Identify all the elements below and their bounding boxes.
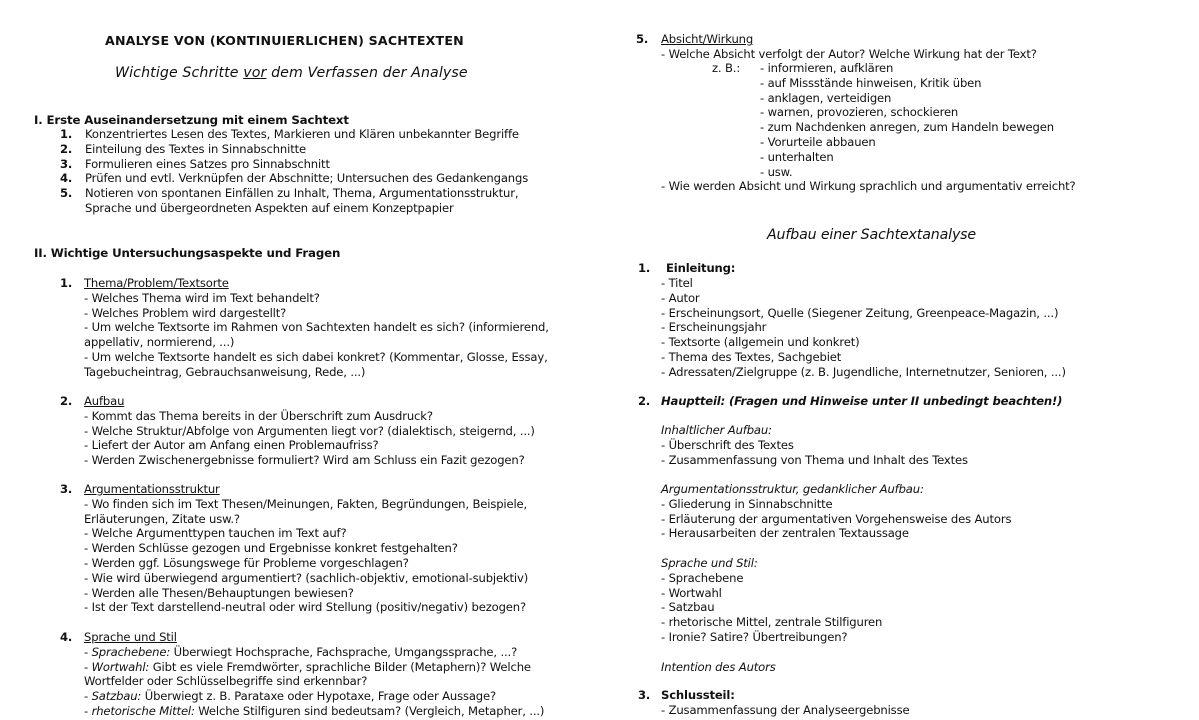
question-line: - Welches Problem wird dargestellt? xyxy=(84,305,287,320)
line-term: Sprachebene: xyxy=(91,644,171,659)
question-line: - Wie wird überwiegend argumentiert? (sachlich-objektiv, emotional-subjektiv) xyxy=(84,570,529,585)
list-item xyxy=(60,142,528,157)
subsection-title: Sprache und Stil xyxy=(84,630,177,644)
list-text: Einteilung des Textes in Sinnabschnitte xyxy=(85,141,306,156)
example-item: - anklagen, verteidigen xyxy=(760,90,892,105)
question-line: - Welches Thema wird im Text behandelt? xyxy=(84,290,320,305)
group-heading: Argumentationsstruktur, gedanklicher Aufbau: xyxy=(661,482,924,496)
subsection-number: 1. xyxy=(60,276,73,290)
part-number: 3. xyxy=(638,688,651,702)
list-item: - Textsorte (allgemein und konkret) xyxy=(661,335,860,350)
line-term: rhetorische Mittel: xyxy=(91,703,195,718)
list-item: - Adressaten/Zielgruppe (z. B. Jugendliche, Internetnutzer, Senioren, ...) xyxy=(661,364,1066,379)
list-item xyxy=(60,171,528,186)
question-line: appellativ, normierend, ...) xyxy=(84,335,235,350)
subtitle-part: Wichtige Schritte xyxy=(115,65,244,81)
question-line: - Liefert der Autor am Anfang einen Problemaufriss? xyxy=(84,438,379,453)
question-line xyxy=(84,704,544,719)
subtitle-underlined-word: vor xyxy=(243,65,267,81)
question-line xyxy=(84,689,544,704)
list-item: - Gliederung in Sinnabschnitte xyxy=(661,496,833,511)
list-item xyxy=(60,186,528,201)
part-schluss-list xyxy=(661,703,909,718)
list-item: - Zusammenfassung der Analyseergebnisse xyxy=(661,703,910,717)
hauptteil-group-sprache xyxy=(661,556,882,645)
list-item: - Herausarbeiten der zentralen Textaussage xyxy=(661,526,909,541)
list-item: - Titel xyxy=(661,276,693,290)
question-line: - Welche Absicht verfolgt der Autor? Welche Wirkung hat der Text? xyxy=(661,46,1037,61)
question-line: - Werden Zwischenergebnisse formuliert? Wird am Schluss ein Fazit gezogen? xyxy=(84,453,525,468)
list-text: Notieren von spontanen Einfällen zu Inhalt, Thema, Argumentationsstruktur, xyxy=(85,186,519,201)
example-item: - warnen, provozieren, schockieren xyxy=(760,105,959,120)
subsection-thema xyxy=(84,276,549,380)
subsection-number: 3. xyxy=(60,482,73,496)
document-subtitle xyxy=(115,66,468,81)
example-label: z. B.: xyxy=(712,61,741,75)
question-line xyxy=(84,645,544,660)
subsection-title: Argumentationsstruktur xyxy=(84,482,220,496)
subsection-title: Aufbau xyxy=(84,394,125,408)
question-line xyxy=(84,674,544,689)
example-list xyxy=(760,61,1054,179)
line-rest: Überwiegt Hochsprache, Fachsprache, Umgangssprache, ...? xyxy=(170,644,518,659)
group-heading: Inhaltlicher Aufbau: xyxy=(661,423,772,437)
subtitle-part: dem Verfassen der Analyse xyxy=(266,65,468,81)
section-2-heading: II. Wichtige Untersuchungsaspekte und Fragen xyxy=(34,246,341,260)
list-item: - Thema des Textes, Sachgebiet xyxy=(661,349,842,364)
subsection-sprache xyxy=(84,630,544,719)
line-lead: - xyxy=(84,703,92,718)
list-number: 4. xyxy=(60,171,73,186)
list-text: Prüfen und evtl. Verknüpfen der Abschnitte; Untersuchen des Gedankengangs xyxy=(85,171,529,186)
part-number: 1. xyxy=(638,261,651,275)
list-item xyxy=(60,127,528,142)
list-number: 1. xyxy=(60,127,73,141)
hauptteil-group-inhalt xyxy=(661,423,968,467)
question-line: - Ist der Text darstellend-neutral oder wird Stellung (positiv/negativ) bezogen? xyxy=(84,600,526,615)
part-number: 2. xyxy=(638,394,651,408)
part-einleitung-list xyxy=(661,276,1066,380)
list-number: 3. xyxy=(60,156,73,171)
list-item: - Überschrift des Textes xyxy=(661,437,794,452)
line-lead: - xyxy=(84,689,92,704)
part-title: Hauptteil: (Fragen und Hinweise unter II unbedingt beachten!) xyxy=(661,394,1063,408)
example-item: - Vorurteile abbauen xyxy=(760,134,876,149)
part-title: Einleitung: xyxy=(666,261,736,275)
example-item: - usw. xyxy=(760,164,793,179)
list-item xyxy=(60,157,528,172)
hauptteil-group-argumentation xyxy=(661,482,1011,541)
question-line xyxy=(84,660,544,675)
subsection-argumentation xyxy=(84,482,528,615)
question-line: - Wie werden Absicht und Wirkung sprachlich und argumentativ erreicht? xyxy=(661,179,1076,193)
list-text: Konzentriertes Lesen des Textes, Markieren und Klären unbekannter Begriffe xyxy=(85,127,519,141)
example-item: - unterhalten xyxy=(760,149,834,164)
list-item: - Wortwahl xyxy=(661,585,722,600)
line-rest: Gibt es viele Fremdwörter, sprachliche Bilder (Metaphern)? Welche xyxy=(149,659,531,674)
section-1-list xyxy=(60,127,528,216)
line-lead: - xyxy=(84,659,92,674)
list-item: - Erscheinungsort, Quelle (Siegener Zeitung, Greenpeace-Magazin, ...) xyxy=(661,305,1059,320)
question-line: - Wo finden sich im Text Thesen/Meinungen, Fakten, Begründungen, Beispiele, xyxy=(84,496,528,511)
question-line: - Kommt das Thema bereits in der Überschrift zum Ausdruck? xyxy=(84,408,433,423)
subsection-number: 5. xyxy=(636,32,649,46)
question-line: - Werden alle Thesen/Behauptungen bewiesen? xyxy=(84,585,354,600)
document-title: ANALYSE VON (KONTINUIERLICHEN) SACHTEXTEN xyxy=(105,33,464,48)
list-item: - Erläuterung der argumentativen Vorgehensweise des Autors xyxy=(661,511,1012,526)
list-item-continuation xyxy=(60,201,528,216)
list-number: 5. xyxy=(60,186,73,201)
subsection-number: 4. xyxy=(60,630,73,644)
list-text: Sprache und übergeordneten Aspekten auf einem Konzeptpapier xyxy=(85,200,454,215)
list-text: Formulieren eines Satzes pro Sinnabschnitt xyxy=(85,156,330,171)
subsection-aufbau xyxy=(84,394,535,468)
example-item: - zum Nachdenken anregen, zum Handeln bewegen xyxy=(760,120,1054,135)
line-rest: Wortfelder oder Schlüsselbegriffe sind erkennbar? xyxy=(84,674,368,689)
question-line: - Um welche Textsorte handelt es sich dabei konkret? (Kommentar, Glosse, Essay, xyxy=(84,349,548,364)
part-hauptteil-title xyxy=(661,394,1062,409)
list-item: - Satzbau xyxy=(661,600,715,615)
part-schluss-title xyxy=(661,688,735,703)
line-term: Wortwahl: xyxy=(91,659,150,674)
question-line: - Welche Struktur/Abfolge von Argumenten liegt vor? (dialektisch, steigernd, ...) xyxy=(84,423,535,438)
part-title: Schlussteil: xyxy=(661,688,735,702)
group-heading: Sprache und Stil: xyxy=(661,556,758,570)
question-line: - Um welche Textsorte im Rahmen von Sachtexten handelt es sich? (informierend, xyxy=(84,320,549,335)
line-rest: Überwiegt z. B. Parataxe oder Hypotaxe, Frage oder Aussage? xyxy=(141,689,497,704)
list-item: - Autor xyxy=(661,290,700,305)
list-item: - Erscheinungsjahr xyxy=(661,320,767,335)
example-item: - auf Missstände hinweisen, Kritik üben xyxy=(760,75,982,90)
list-number: 2. xyxy=(60,141,73,156)
question-line: - Werden ggf. Lösungswege für Probleme vorgeschlagen? xyxy=(84,555,409,570)
question-line: - Welche Argumenttypen tauchen im Text auf? xyxy=(84,526,347,541)
line-term: Satzbau: xyxy=(91,689,142,704)
aufbau-heading: Aufbau einer Sachtextanalyse xyxy=(767,227,977,243)
group-heading: Intention des Autors xyxy=(661,660,776,674)
line-lead: - xyxy=(84,644,92,659)
subsection-title: Thema/Problem/Textsorte xyxy=(84,276,229,290)
list-item: - Ironie? Satire? Übertreibungen? xyxy=(661,629,848,644)
subsection-title: Absicht/Wirkung xyxy=(661,32,754,46)
subsection-number: 2. xyxy=(60,394,73,408)
list-item: - rhetorische Mittel, zentrale Stilfiguren xyxy=(661,615,883,630)
part-einleitung-title xyxy=(666,261,735,276)
question-line: - Werden Schlüsse gezogen und Ergebnisse konkret festgehalten? xyxy=(84,541,458,556)
list-item: - Sprachebene xyxy=(661,570,744,585)
list-item: - Zusammenfassung von Thema und Inhalt des Textes xyxy=(661,452,968,467)
question-line: Erläuterungen, Zitate usw.? xyxy=(84,511,240,526)
question-line: Tagebucheintrag, Gebrauchsanweisung, Rede, ...) xyxy=(84,364,366,379)
example-item: - informieren, aufklären xyxy=(760,61,894,75)
subsection-absicht xyxy=(661,32,1037,62)
section-1-heading: I. Erste Auseinandersetzung mit einem Sachtext xyxy=(34,113,349,127)
line-rest: Welche Stilfiguren sind bedeutsam? (Vergleich, Metapher, ...) xyxy=(194,703,545,718)
